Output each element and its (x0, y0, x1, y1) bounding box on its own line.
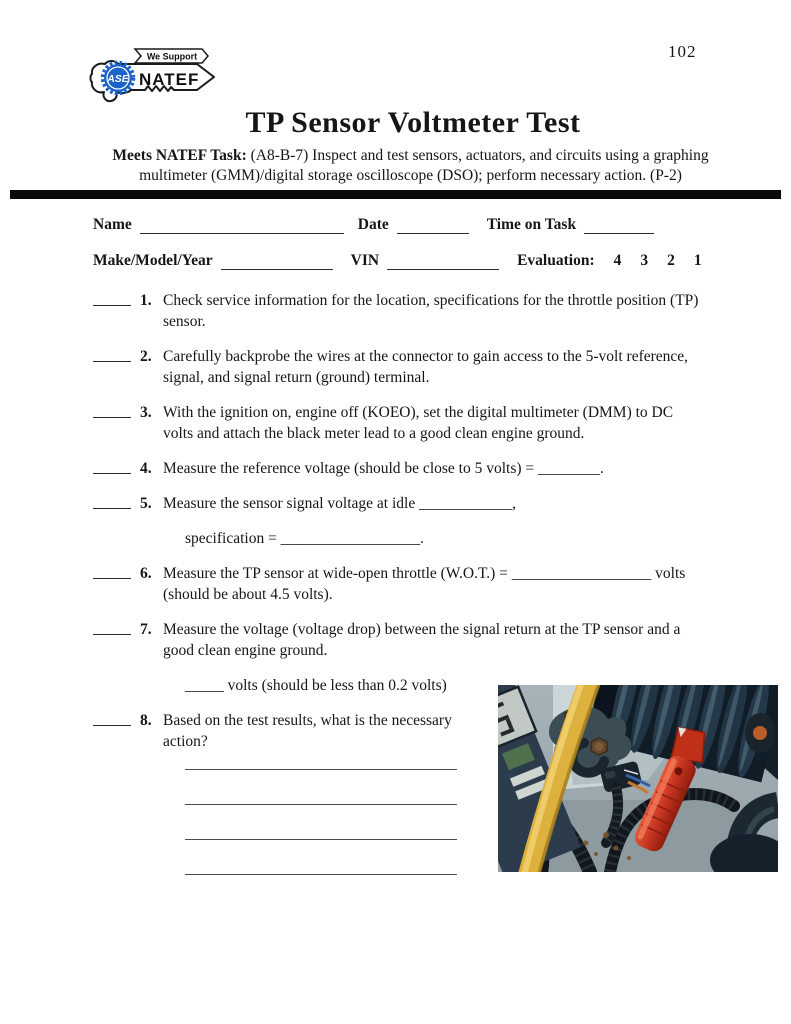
task-step-2 (93, 346, 751, 388)
natef-task-description (40, 146, 781, 186)
task-step-6 (93, 563, 751, 605)
step-3-check-blank (93, 402, 131, 418)
task-step-1 (93, 290, 751, 332)
vin-label: VIN (350, 252, 380, 269)
step-7-number: 7. (140, 621, 152, 638)
task-step-3 (93, 402, 751, 444)
step-5-number: 5. (140, 495, 152, 512)
step-4-number: 4. (140, 460, 152, 477)
step-5-specification-line: specification = __________________. (185, 530, 425, 547)
vin-field (387, 255, 499, 270)
evaluation-score-1: 1 (693, 252, 702, 269)
ase-gear-icon (103, 63, 133, 93)
make-model-year-field (221, 255, 333, 270)
date-field (397, 219, 469, 234)
divider-rule (10, 190, 781, 199)
step-8-number: 8. (140, 712, 152, 729)
step-5-text: Measure the sensor signal voltage at idle ____________, specification = __________________. (163, 495, 516, 547)
task-line2: multimeter (GMM)/digital storage oscilloscope (DSO); perform necessary action. (P-2) (139, 167, 682, 184)
student-info-row (93, 216, 751, 234)
step-1-text: Check service information for the location, specifications for the throttle position (TP) sensor. (163, 292, 699, 330)
step-6-text: Measure the TP sensor at wide-open throttle (W.O.T.) = __________________ volts (should be about 4.5 volts). (163, 565, 686, 603)
step-7-text: Measure the voltage (voltage drop) between the signal return at the TP sensor and a good clean engine ground. _____ volts (should be less than 0.2 volts) (163, 621, 681, 694)
bolt-2 (591, 738, 607, 755)
orange-connector-dot (753, 726, 767, 740)
step-5-check-blank (93, 493, 131, 509)
time-on-task-field (584, 219, 654, 234)
we-support-text: We Support (146, 51, 198, 62)
step-7-volts-line: _____ volts (should be less than 0.2 volts) (185, 677, 447, 694)
evaluation-label: Evaluation: (517, 252, 595, 269)
answer-line-2 (185, 804, 457, 805)
task-label: Meets NATEF Task: (112, 147, 247, 164)
page-number: 102 (668, 42, 697, 61)
we-support-banner (135, 49, 208, 63)
step-4-text: Measure the reference voltage (should be close to 5 volts) = ________. (163, 460, 604, 477)
ase-text: ASE (107, 73, 129, 85)
evaluation-score-4: 4 (613, 252, 622, 269)
date-label: Date (357, 216, 389, 233)
engine-photo (498, 685, 778, 872)
make-model-year-label: Make/Model/Year (93, 252, 213, 269)
step-4-check-blank (93, 458, 131, 474)
step-1-number: 1. (140, 292, 152, 309)
step-2-check-blank (93, 346, 131, 362)
answer-line-4 (185, 874, 457, 875)
task-line1: (A8-B-7) Inspect and test sensors, actuators, and circuits using a graphing (250, 147, 709, 164)
step-3-number: 3. (140, 404, 152, 421)
page-title: TP Sensor Voltmeter Test (245, 106, 581, 139)
natef-ase-logo (88, 46, 220, 106)
step-6-check-blank (93, 563, 131, 579)
step-8-answer-lines (185, 769, 457, 909)
name-label: Name (93, 216, 132, 233)
step-3-text: With the ignition on, engine off (KOEO), set the digital multimeter (DMM) to DC volts and attach the black meter lead to a good clean engine ground. (163, 404, 674, 442)
answer-line-1 (185, 769, 457, 770)
natef-text: NATEF (139, 70, 200, 89)
step-8-check-blank (93, 710, 131, 726)
step-6-number: 6. (140, 565, 152, 582)
evaluation-score-3: 3 (640, 252, 649, 269)
step-1-check-blank (93, 290, 131, 306)
evaluation-score-2: 2 (667, 252, 675, 269)
step-7-check-blank (93, 619, 131, 635)
step-2-number: 2. (140, 348, 152, 365)
name-field (140, 219, 344, 234)
answer-line-3 (185, 839, 457, 840)
time-on-task-label: Time on Task (486, 216, 577, 233)
vehicle-info-row (93, 252, 751, 270)
step-8-text: Based on the test results, what is the necessary action? (163, 712, 452, 750)
task-step-5 (93, 493, 751, 549)
step-2-text: Carefully backprobe the wires at the connector to gain access to the 5-volt reference, signal, and signal return (ground) terminal. (163, 348, 689, 386)
task-step-4 (93, 458, 751, 479)
